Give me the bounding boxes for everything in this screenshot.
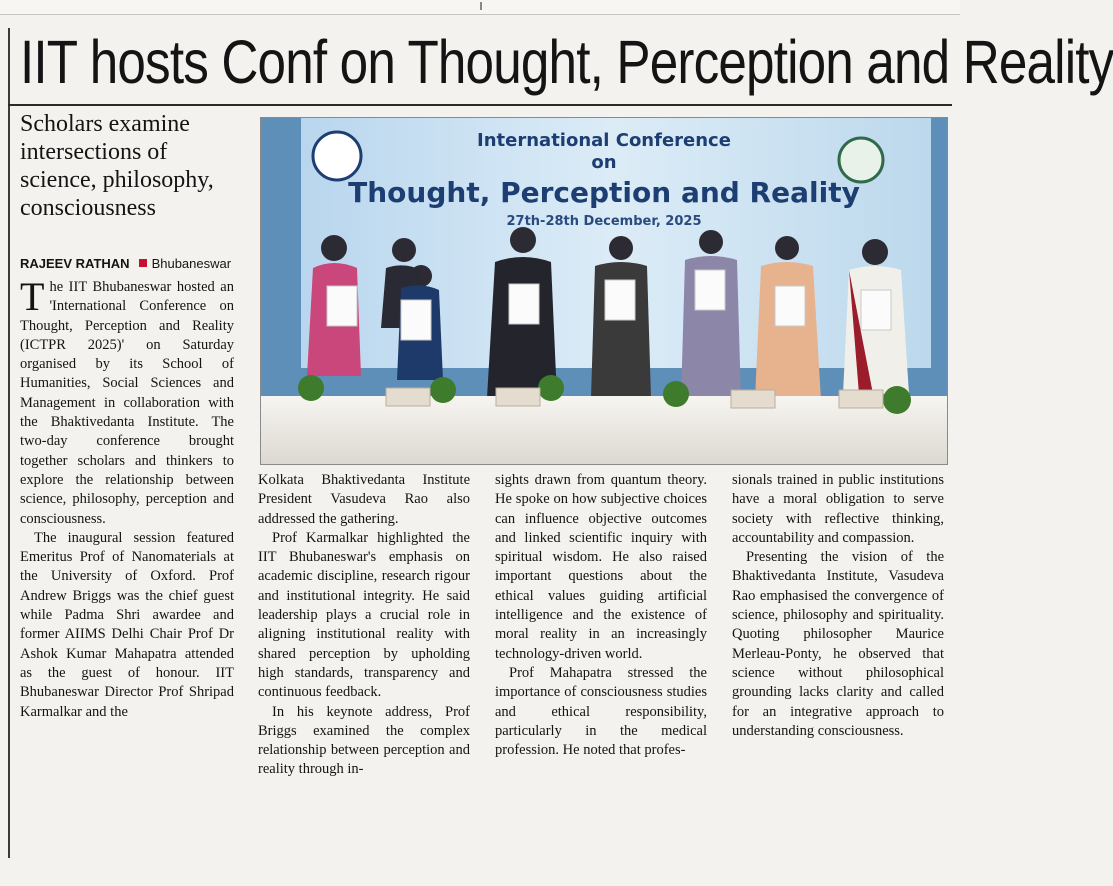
byline-location: Bhubaneswar: [151, 256, 232, 271]
article-paragraph: In his keynote address, Prof Briggs examined the complex relationship between perception and reality through in-: [258, 703, 470, 778]
headline-rule: [8, 104, 952, 106]
previous-page-strip: [0, 0, 960, 15]
article-paragraph: Kolkata Bhaktivedanta Institute President Vasudeva Rao also addressed the gathering.: [258, 472, 470, 527]
banner-title: Thought, Perception and Reality: [348, 176, 860, 209]
subhead: Scholars examine intersections of science, philosophy, consciousness: [20, 111, 214, 221]
article-paragraph: sionals trained in public institutions have a moral obligation to serve society with reflective thinking, accountability and compassion.: [732, 472, 944, 546]
article-paragraph: [20, 274, 234, 529]
banner-line-1: International Conference: [477, 130, 731, 151]
article-paragraph: Presenting the vision of the Bhaktivedanta Institute, Vasudeva Rao emphasised the convergence of science, philosophy and spirituality. Quoting philosopher Maurice Merleau-Ponty, he observed that science without philosophical grounding lacks clarity and called for an integrative approach to understanding consciousness.: [732, 549, 944, 739]
left-column-rule: [8, 28, 10, 858]
article-column-2: [258, 471, 470, 780]
strip-divider: [480, 2, 482, 10]
banner-dates: 27th-28th December, 2025: [506, 214, 702, 229]
article-paragraph: Prof Karmalkar highlighted the IIT Bhubaneswar's emphasis on academic discipline, research rigour and institutional integrity. He said leadership plays a crucial role in aligning institutional reality with shared perception by upholding high standards, transparency and continuous feedback.: [258, 529, 470, 701]
byline-author: RAJEEV RATHAN: [20, 256, 130, 271]
drop-cap: T: [20, 274, 45, 319]
paragraph-text: he IIT Bhubaneswar hosted an 'International Conference on Thought, Perception and Reality (ICTPR 2025)' on Saturday organised by its School of Humanities, Social Sciences and Management in collaboration with the Bhaktivedanta Institute. The two-day conference brought together scholars and thinkers to explore the relationship between science, philosophy, perception and consciousness.: [20, 279, 234, 527]
article-column-4: [732, 471, 944, 741]
conference-photo: [260, 117, 948, 465]
byline-separator-square: [139, 259, 147, 267]
article-paragraph: Prof Mahapatra stressed the importance of consciousness studies and ethical responsibility, particularly in the medical profession. He noted that profes-: [495, 664, 707, 759]
byline: [20, 255, 245, 273]
article-paragraph: sights drawn from quantum theory. He spoke on how subjective choices can influence objective outcomes and linked scientific inquiry with spiritual wisdom. He also raised important questions about the ethical values guiding artificial intelligence and the existence of moral reality in an increasingly technology-driven world.: [495, 472, 707, 662]
headline: IIT hosts Conf on Thought, Perception and Reality: [20, 28, 1113, 96]
article-column-3: [495, 471, 707, 760]
article-paragraph: The inaugural session featured Emeritus Prof of Nanomaterials at the University of Oxford. Prof Andrew Briggs was the chief guest while Padma Shri awardee and former AIIMS Delhi Chair Prof Dr Ashok Kumar Mahapatra attended as the guest of honour. IIT Bhubaneswar Director Prof Shripad Karmalkar and the: [20, 529, 234, 720]
article-column-1: [20, 274, 234, 722]
banner-line-2: on: [591, 152, 617, 173]
